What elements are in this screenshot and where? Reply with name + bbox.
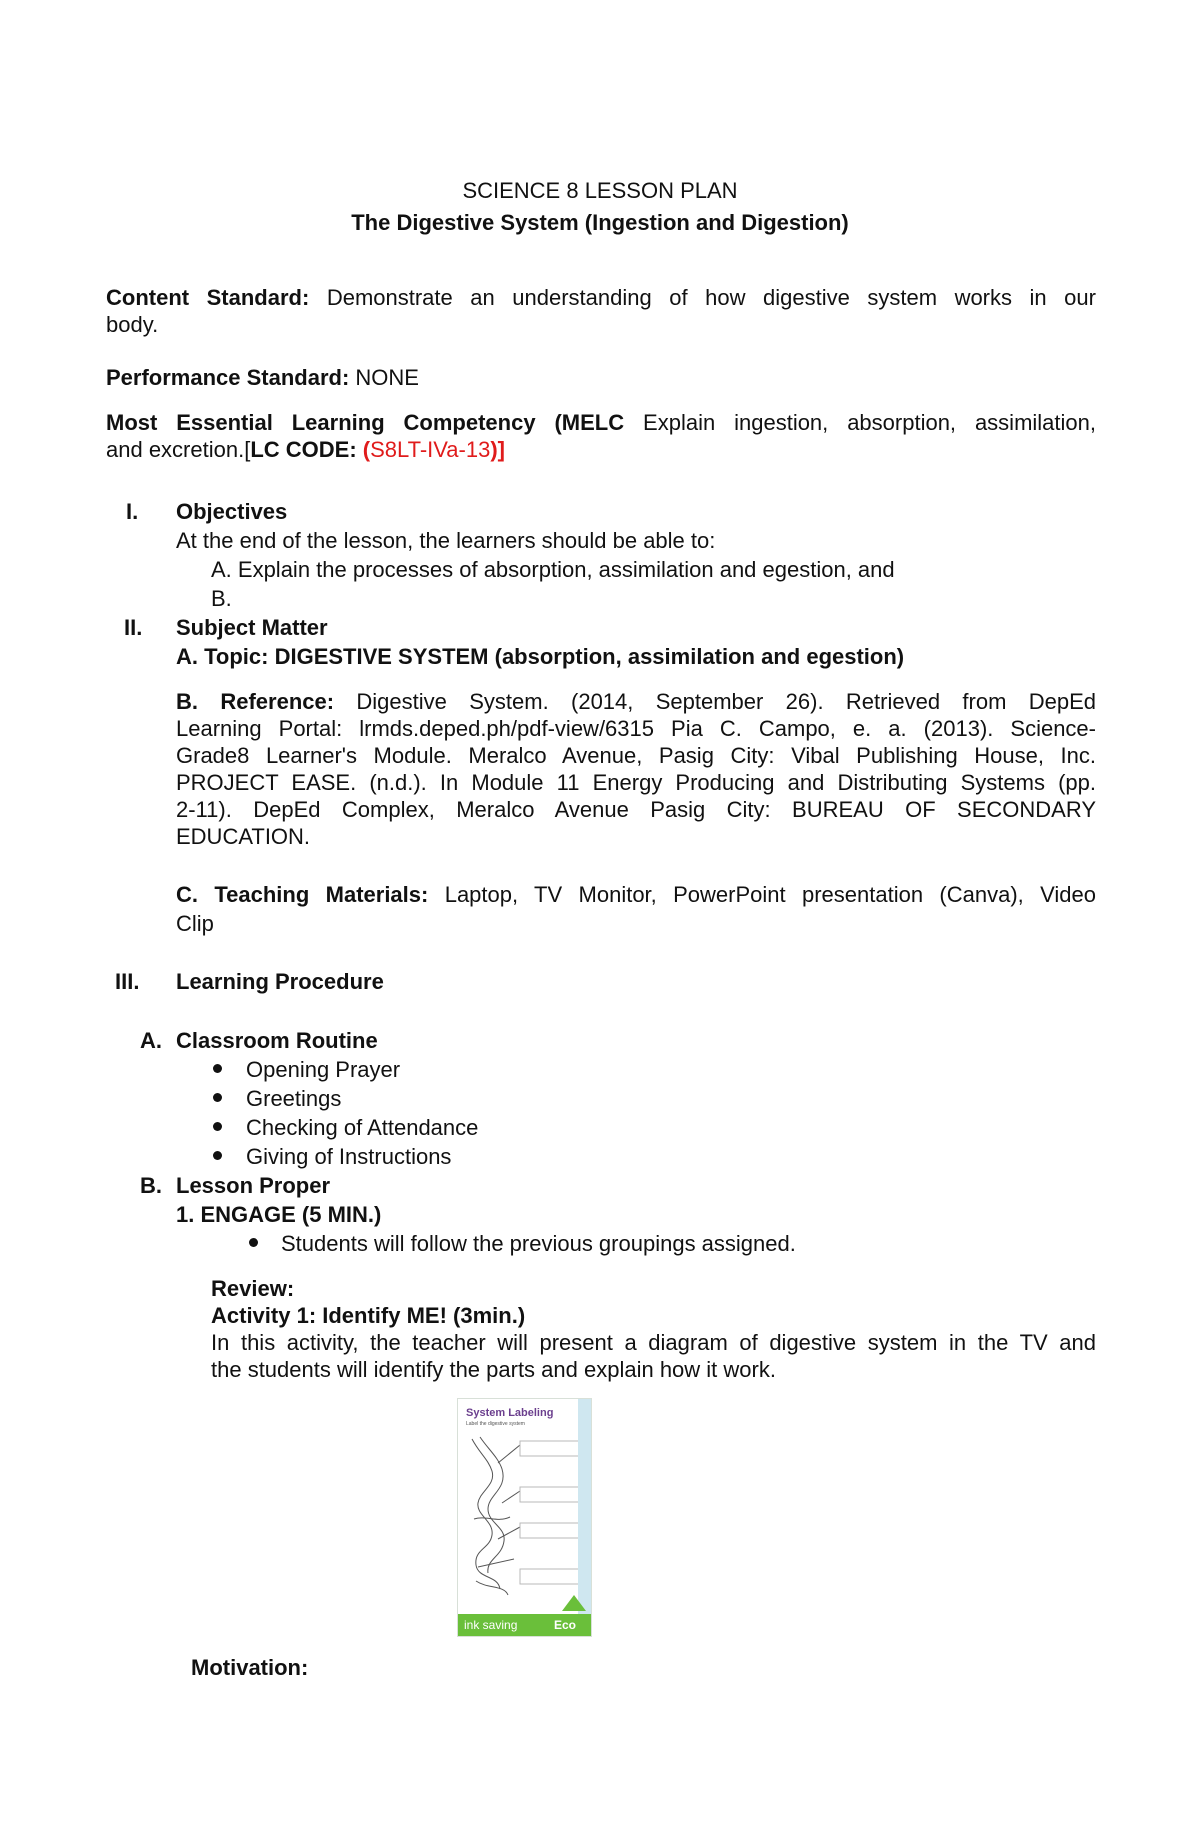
melc-label: Most Essential Learning Competency (MELC — [106, 410, 625, 435]
system-labeling-figure — [457, 1398, 592, 1637]
content-standard — [106, 284, 1096, 311]
lc-code-close: )] — [490, 437, 505, 462]
objective-item-b: B. — [211, 586, 232, 611]
melc-text-cont: and excretion.[ — [106, 437, 251, 462]
label-box — [520, 1523, 580, 1538]
page-subtitle: The Digestive System (Ingestion and Digestion) — [351, 210, 849, 235]
content-standard-cont: body. — [106, 312, 159, 337]
performance-standard-value: NONE — [355, 365, 419, 390]
reference-line-3: Grade8 Learner's Module. Meralco Avenue, Pasig City: Vibal Publishing House, Inc. — [176, 743, 1096, 768]
lc-code-label: LC CODE: — [250, 437, 363, 462]
objectives-heading: Objectives — [176, 499, 288, 524]
bullet-icon — [213, 1093, 222, 1102]
objective-item-a: A. Explain the processes of absorption, assimilation and egestion, and — [211, 557, 895, 582]
label-box — [520, 1569, 580, 1584]
page-title: SCIENCE 8 LESSON PLAN — [462, 178, 738, 203]
activity-text-line-1: In this activity, the teacher will present a diagram of digestive system in the TV and — [211, 1330, 1096, 1355]
figure-footer-badge: Eco — [554, 1618, 577, 1632]
content-standard-label: Content Standard: — [106, 285, 310, 310]
routine-item: Opening Prayer — [246, 1057, 401, 1082]
figure-title: System Labeling — [466, 1407, 554, 1419]
reference-line-2: Learning Portal: lrmds.deped.ph/pdf-view/6315 Pia C. Campo, e. a. (2013). Science- — [176, 716, 1096, 741]
teaching-materials-text: Laptop, TV Monitor, PowerPoint presentation (Canva), Video — [444, 882, 1096, 907]
lesson-letter: B. — [140, 1173, 162, 1198]
figure-caption: Label the digestive system — [466, 1421, 525, 1427]
content-standard-text: Demonstrate an understanding of how digestive system works in our — [326, 285, 1096, 310]
routine-heading: Classroom Routine — [176, 1028, 378, 1053]
melc-text: Explain ingestion, absorption, assimilation, — [643, 410, 1096, 435]
performance-standard — [106, 364, 419, 391]
reference-line-1 — [176, 688, 1096, 715]
side-strip — [578, 1399, 591, 1636]
reference-label: B. Reference: — [176, 689, 335, 714]
bullet-icon — [213, 1122, 222, 1131]
review-label: Review: — [211, 1276, 295, 1301]
objectives-intro: At the end of the lesson, the learners should be able to: — [176, 528, 716, 553]
teaching-materials-label: C. Teaching Materials: — [176, 882, 429, 907]
label-box — [520, 1441, 580, 1456]
performance-standard-label: Performance Standard: — [106, 365, 350, 390]
digestive-diagram — [458, 1399, 591, 1636]
melc-cont — [106, 436, 505, 463]
subject-matter-heading: Subject Matter — [176, 615, 328, 640]
teaching-materials — [176, 881, 1096, 908]
subject-matter-numeral: II. — [124, 615, 143, 640]
activity-title: Activity 1: Identify ME! (3min.) — [211, 1303, 526, 1328]
lc-code-value: S8LT-IVa-13 — [370, 437, 491, 462]
objectives-numeral: I. — [126, 499, 139, 524]
lesson-heading: Lesson Proper — [176, 1173, 331, 1198]
reference-line-6: EDUCATION. — [176, 824, 311, 849]
motivation-label: Motivation: — [191, 1655, 309, 1680]
routine-item: Greetings — [246, 1086, 342, 1111]
routine-letter: A. — [140, 1028, 162, 1053]
melc — [106, 409, 1096, 436]
procedure-numeral: III. — [115, 969, 140, 994]
engage-item: Students will follow the previous groupings assigned. — [281, 1231, 796, 1256]
teaching-materials-cont: Clip — [176, 911, 214, 936]
reference-line-4: PROJECT EASE. (n.d.). In Module 11 Energy Producing and Distributing Systems (pp. — [176, 770, 1096, 795]
figure-footer-text: ink saving — [464, 1618, 518, 1632]
bullet-icon — [213, 1151, 222, 1160]
activity-text-line-2: the students will identify the parts and explain how it work. — [211, 1357, 776, 1382]
reference-line-5: 2-11). DepEd Complex, Meralco Avenue Pasig City: BUREAU OF SECONDARY — [176, 797, 1096, 822]
topic: A. Topic: DIGESTIVE SYSTEM (absorption, assimilation and egestion) — [176, 644, 905, 669]
procedure-heading: Learning Procedure — [176, 969, 384, 994]
reference-text: Digestive System. (2014, September 26). Retrieved from DepEd — [356, 689, 1096, 714]
routine-item: Checking of Attendance — [246, 1115, 479, 1140]
bullet-icon — [249, 1238, 258, 1247]
engage-heading: 1. ENGAGE (5 MIN.) — [176, 1202, 382, 1227]
lc-code-open: ( — [362, 437, 371, 462]
routine-item: Giving of Instructions — [246, 1144, 452, 1169]
label-box — [520, 1487, 580, 1502]
bullet-icon — [213, 1064, 222, 1073]
